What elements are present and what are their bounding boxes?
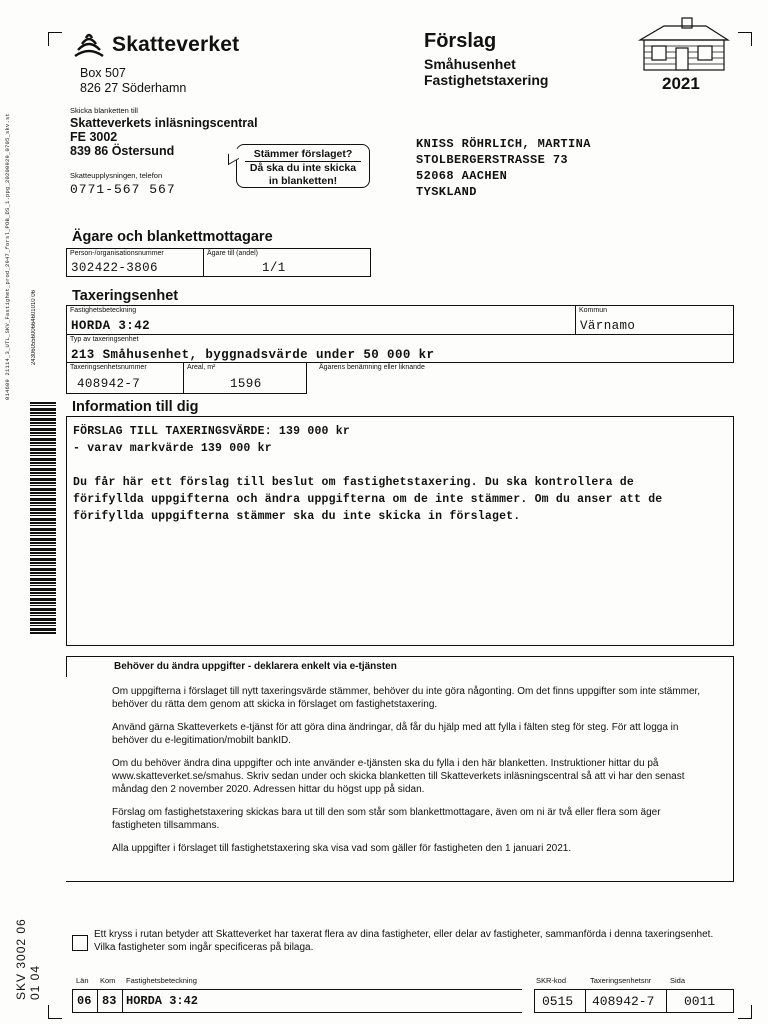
designation-field[interactable]	[66, 305, 576, 335]
municipality-label: Kommun	[579, 307, 608, 314]
kom-label: Kom	[100, 976, 116, 985]
phone-label: Skatteupplysningen, telefon	[70, 171, 163, 180]
designation-value: HORDA 3:42	[71, 319, 151, 333]
sender-address: Box 507 826 27 Söderhamn	[80, 66, 187, 95]
skr-label: SKR-kod	[536, 976, 567, 985]
valuation-line: FÖRSLAG TILL TAXERINGSVÄRDE: 139 000 kr	[73, 425, 350, 438]
callout-bubble: Stämmer förslaget? Då ska du inte skicka in blanketten!	[236, 144, 370, 188]
barcode	[30, 402, 56, 634]
logo-text: Skatteverket	[112, 33, 240, 56]
unit-type-value: 213 Småhusenhet, byggnadsvärde under 50 000 kr	[71, 348, 435, 362]
house-icon	[636, 16, 732, 74]
tax-year: 2021	[662, 74, 700, 93]
owner-name-field[interactable]	[306, 362, 734, 394]
designation-label: Fastighetsbeteckning	[70, 307, 137, 314]
unit-number-value: 408942-7	[77, 377, 141, 391]
page-subtitle: Småhusenhet Fastighetstaxering	[424, 56, 549, 88]
unit-number-label: Taxeringsenhetsnummer	[70, 364, 147, 371]
send-address: Skatteverkets inläsningscentral FE 3002 839 86 Östersund	[70, 116, 258, 158]
owner-name-label: Ägarens benämning eller liknande	[319, 364, 425, 371]
instructions-box	[66, 656, 734, 882]
corner-mark	[738, 32, 752, 46]
tnr-value: 408942-7	[592, 994, 655, 1009]
tnr-label: Taxeringsenhetsnr	[590, 976, 652, 985]
corner-mark	[48, 1005, 62, 1019]
fb-value: HORDA 3:42	[126, 994, 199, 1008]
recipient-address: KNISS RÖHRLICH, MARTINA STOLBERGERSTRASSE 73 52068 AACHEN TYSKLAND	[416, 137, 591, 199]
info-text-line: förifyllda uppgifterna och ändra uppgifterna om de inte stämmer. Om du anser att de	[73, 493, 663, 506]
crown-logo-icon	[72, 30, 106, 60]
info-text-line: Du får här ett förslag till beslut om fastighetstaxering. Du ska kontrollera de	[73, 476, 634, 489]
kom-value: 83	[102, 994, 117, 1008]
owner-id-field[interactable]	[66, 248, 204, 277]
owner-section-title: Ägare och blankettmottagare	[72, 229, 273, 245]
area-value: 1596	[230, 377, 262, 391]
municipality-value: Värnamo	[580, 319, 636, 333]
page-title: Förslag	[424, 30, 497, 52]
unit-type-label: Typ av taxeringsenhet	[70, 336, 139, 343]
send-label: Skicka blanketten till	[70, 106, 138, 115]
owner-share-label: Ägare till (andel)	[207, 250, 258, 257]
owner-share-value: 1/1	[262, 261, 286, 275]
phone-number: 0771-567 567	[70, 182, 176, 197]
land-value-line: - varav markvärde 139 000 kr	[73, 442, 272, 455]
skr-value: 0515	[542, 994, 574, 1009]
fb-label: Fastighetsbeteckning	[126, 976, 197, 985]
margin-number: 24306055600664601010 06	[31, 290, 37, 366]
sida-value: 0011	[684, 994, 716, 1009]
instructions-body: Om uppgifterna i förslaget till nytt taxeringsvärde stämmer, behöver du inte göra någonting. Om det finns uppgifter som inte stämmer, behöver du rätta dem genom att skicka in förslaget om fastighetstaxering. Använd gärna Skatteverkets e-tjänst för att göra dina ändringar, då får du hjälp med att fylla i fälten steg för steg. För att logga in behöver du e-legitimation/mobilt bankID. Om du behöver ändra dina uppgifter och inte använder e-tjänsten ska du fylla i den här blanketten. Instruktioner hittar du på www.skatteverket.se/smahus. Skriv sedan under och skicka blanketten till Skatteverkets inläsningscentral så att vi har den senast måndag den 2 november 2020. Adressen hittar du högst upp på sidan. Förslag om fastighetstaxering skickas bara ut till den som står som blankettmottagare, även om ni är två eller flera som äger fastigheten tillsammans. Alla uppgifter i förslaget till fastighetstaxering ska visa vad som gäller för fastigheten den 1 januari 2021.	[112, 686, 701, 854]
owner-id-value: 302422-3806	[71, 261, 158, 275]
info-section-title: Information till dig	[72, 399, 199, 415]
corner-mark	[738, 1005, 752, 1019]
area-label: Areal, m²	[187, 364, 216, 371]
multiple-properties-checkbox[interactable]	[72, 935, 88, 951]
owner-id-label: Person-/organisationsnummer	[70, 250, 164, 257]
unit-number-field[interactable]	[66, 362, 184, 394]
info-text-line: förifyllda uppgifterna stämmer ska du inte skicka in förslaget.	[73, 510, 521, 523]
unit-section-title: Taxeringsenhet	[72, 288, 179, 304]
lan-label: Län	[76, 976, 89, 985]
area-field[interactable]	[183, 362, 307, 394]
unit-type-field[interactable]	[66, 334, 734, 363]
form-margin-code: 014609 21114_3_UTL_SKV_Fastighet_prod_2947_forsl_POB_DS_1.ppg_20200929_0705_skv.st	[4, 112, 11, 400]
form-code: SKV 3002 06 01 04	[14, 918, 42, 1000]
skatteverket-logo	[72, 30, 239, 60]
instructions-heading: Behöver du ändra uppgifter - deklarera enkelt via e-tjänsten	[114, 661, 397, 672]
owner-share-field[interactable]	[203, 248, 371, 277]
checkbox-description: Ett kryss i rutan betyder att Skatteverket har taxerat flera av dina fastigheter, eller delar av fastigheter, sammanförda i denna taxeringsenhet. Vilka fastigheter som ingår specificeras på bilaga.	[94, 929, 714, 953]
corner-mark	[48, 32, 62, 46]
lan-value: 06	[77, 994, 92, 1008]
info-box	[66, 416, 734, 646]
municipality-field[interactable]	[575, 305, 734, 335]
sida-label: Sida	[670, 976, 686, 985]
